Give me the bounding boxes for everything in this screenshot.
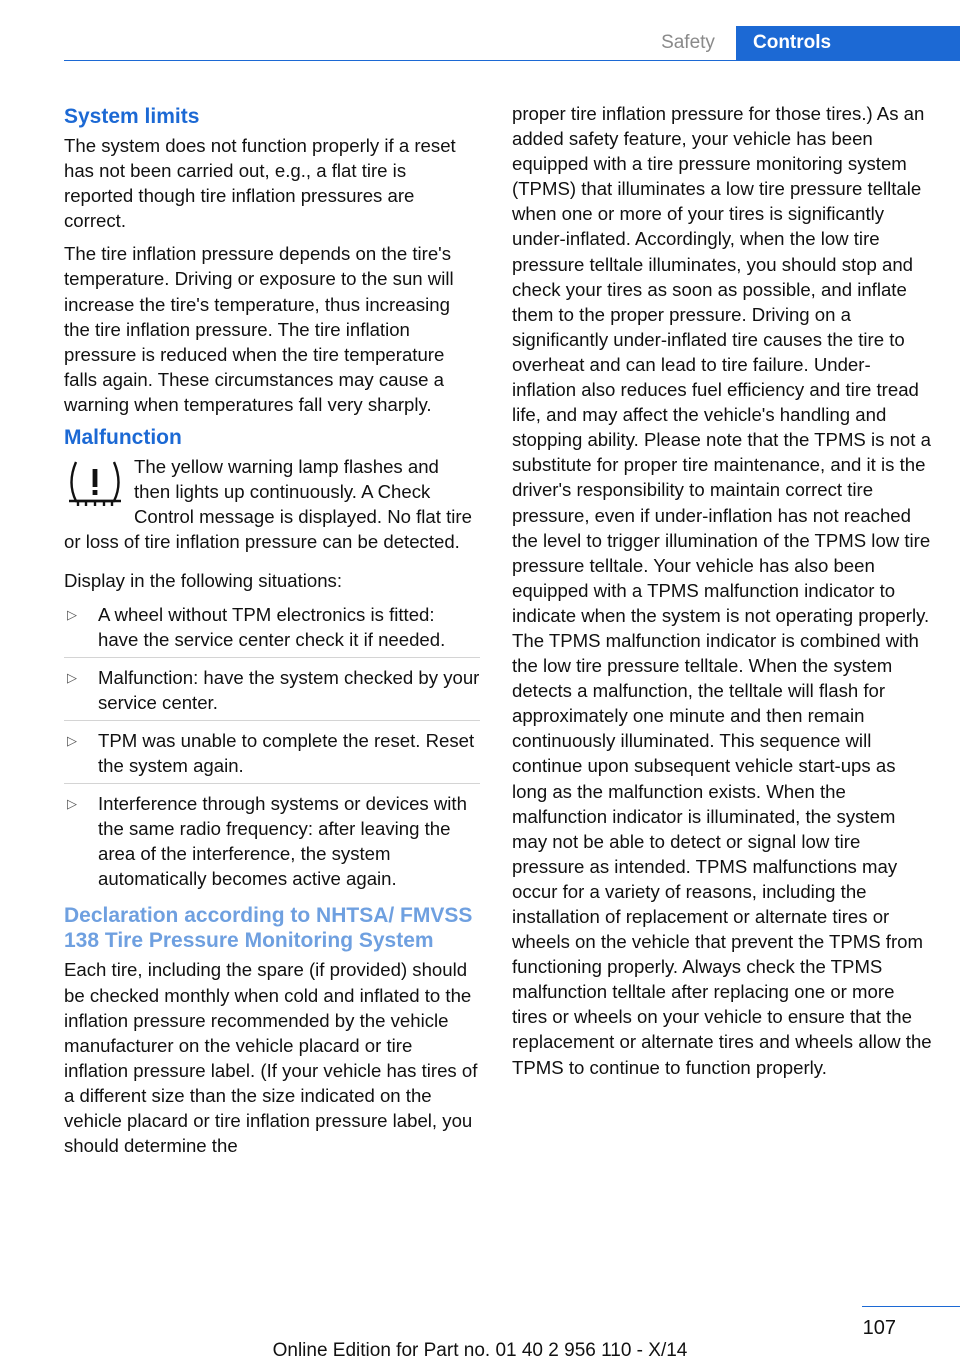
triangle-bullet-icon: ▷ [67, 732, 77, 748]
list-item [64, 665, 480, 721]
triangle-bullet-icon: ▷ [67, 606, 77, 622]
triangle-bullet-icon: ▷ [67, 796, 77, 812]
list-item [64, 791, 480, 896]
tpms-paragraph: proper tire inflation pressure for those tires.) As an added safety feature, your vehicle has been equipped with a tire pressure monitoring system (TPMS) that illuminates a low tire pressure telltale when one or more of your tires is significantly under-inflated. Accordingly, when the low tire pressure telltale illuminates, you should stop and check your tires as soon as possible, and inflate them to the proper pressure. Driving on a significantly under-inflated tire causes the tire to overheat and can lead to tire failure. Under-inflation also reduces fuel efficiency and tire tread life, and may affect the vehicle's handling and stopping ability. Please note that the TPMS is not a substitute for proper tire maintenance, and it is the driver's responsibility to maintain correct tire pressure, even if under-inflation has not reached the level to trigger illumination of the TPMS low tire pressure telltale. Your vehicle has also been equipped with a TPMS malfunction indicator to indicate when the system is not operating properly. The TPMS malfunction indicator is combined with the low tire pressure telltale. When the system detects a malfunction, the telltale will flash for approximately one minute and then remain continuously illuminated. This sequence will continue upon subsequent vehicle start-ups as long as the malfunction exists. When the malfunction indicator is illuminated, the system may not be able to detect or signal low tire pressure as intended. TPMS malfunctions may occur for a variety of reasons, including the installation of replacement or alternate tires or wheels on the vehicle that prevent the TPMS from functioning properly. Always check the TPMS malfunction telltale after replacing one or more tires or wheels on your vehicle to ensure that the replacement or alternate tires and wheels allow the TPMS to continue to function properly. [512, 103, 932, 1078]
system-limits-paragraph-1: The system does not function properly if a reset has not been carried out, e.g., a flat tire is reported though tire inflation pressures are correct. [64, 135, 456, 232]
list-item [64, 728, 480, 784]
header-rule [64, 60, 960, 61]
system-limits-heading: System limits [64, 105, 200, 128]
list-item-text: TPM was unable to complete the reset. Reset the system again. [98, 729, 475, 776]
header-chapter-tab: Controls [736, 26, 960, 60]
page-number-rule [862, 1306, 960, 1307]
declaration-heading: Declaration according to NHTSA/ FMVSS 138 Tire Pressure Monitoring System [64, 904, 473, 953]
right-column [512, 101, 932, 1088]
situations-list [64, 602, 480, 897]
triangle-bullet-icon: ▷ [67, 669, 77, 685]
tire-pressure-warning-icon [64, 457, 126, 509]
list-item [64, 602, 480, 658]
header-section-tab: Safety [661, 32, 715, 53]
list-item-text: Interference through systems or devices with the same radio frequency: after leaving the area of the interference, the system automatically becomes active again. [98, 793, 467, 890]
list-item-text: A wheel without TPM electronics is fitted: have the service center check it if needed. [98, 603, 446, 650]
malfunction-text: The yellow warning lamp flashes and then lights up continuously. A Check Control message is displayed. No flat tire or loss of tire inflation pressure can be detected. [64, 456, 472, 553]
edition-footer: Online Edition for Part no. 01 40 2 956 110 - X/14 [272, 1340, 688, 1361]
declaration-paragraph: Each tire, including the spare (if provided) should be checked monthly when cold and inflated to the inflation pressure recommended by the vehicle manufacturer on the vehicle placard or tire inflation pressure label. (If your vehicle has tires of a different size than the size indicated on the vehicle placard or tire inflation pressure label, you should determine the [64, 959, 478, 1157]
page-number: 107 [862, 1317, 896, 1339]
malfunction-warning-block [64, 454, 480, 554]
left-column [64, 104, 480, 1166]
list-item-text: Malfunction: have the system checked by your service center. [98, 666, 480, 713]
malfunction-heading: Malfunction [64, 426, 182, 450]
system-limits-paragraph-2: The tire inflation pressure depends on the tire's temperature. Driving or exposure to the sun will increase the tire's temperature, thus increasing the tire inflation pressure. The tire inflation pressure is reduced when the tire temperature falls again. These circumstances may cause a warning when temperatures fall very sharply. [64, 243, 454, 415]
display-situations-intro: Display in the following situations: [64, 570, 343, 592]
